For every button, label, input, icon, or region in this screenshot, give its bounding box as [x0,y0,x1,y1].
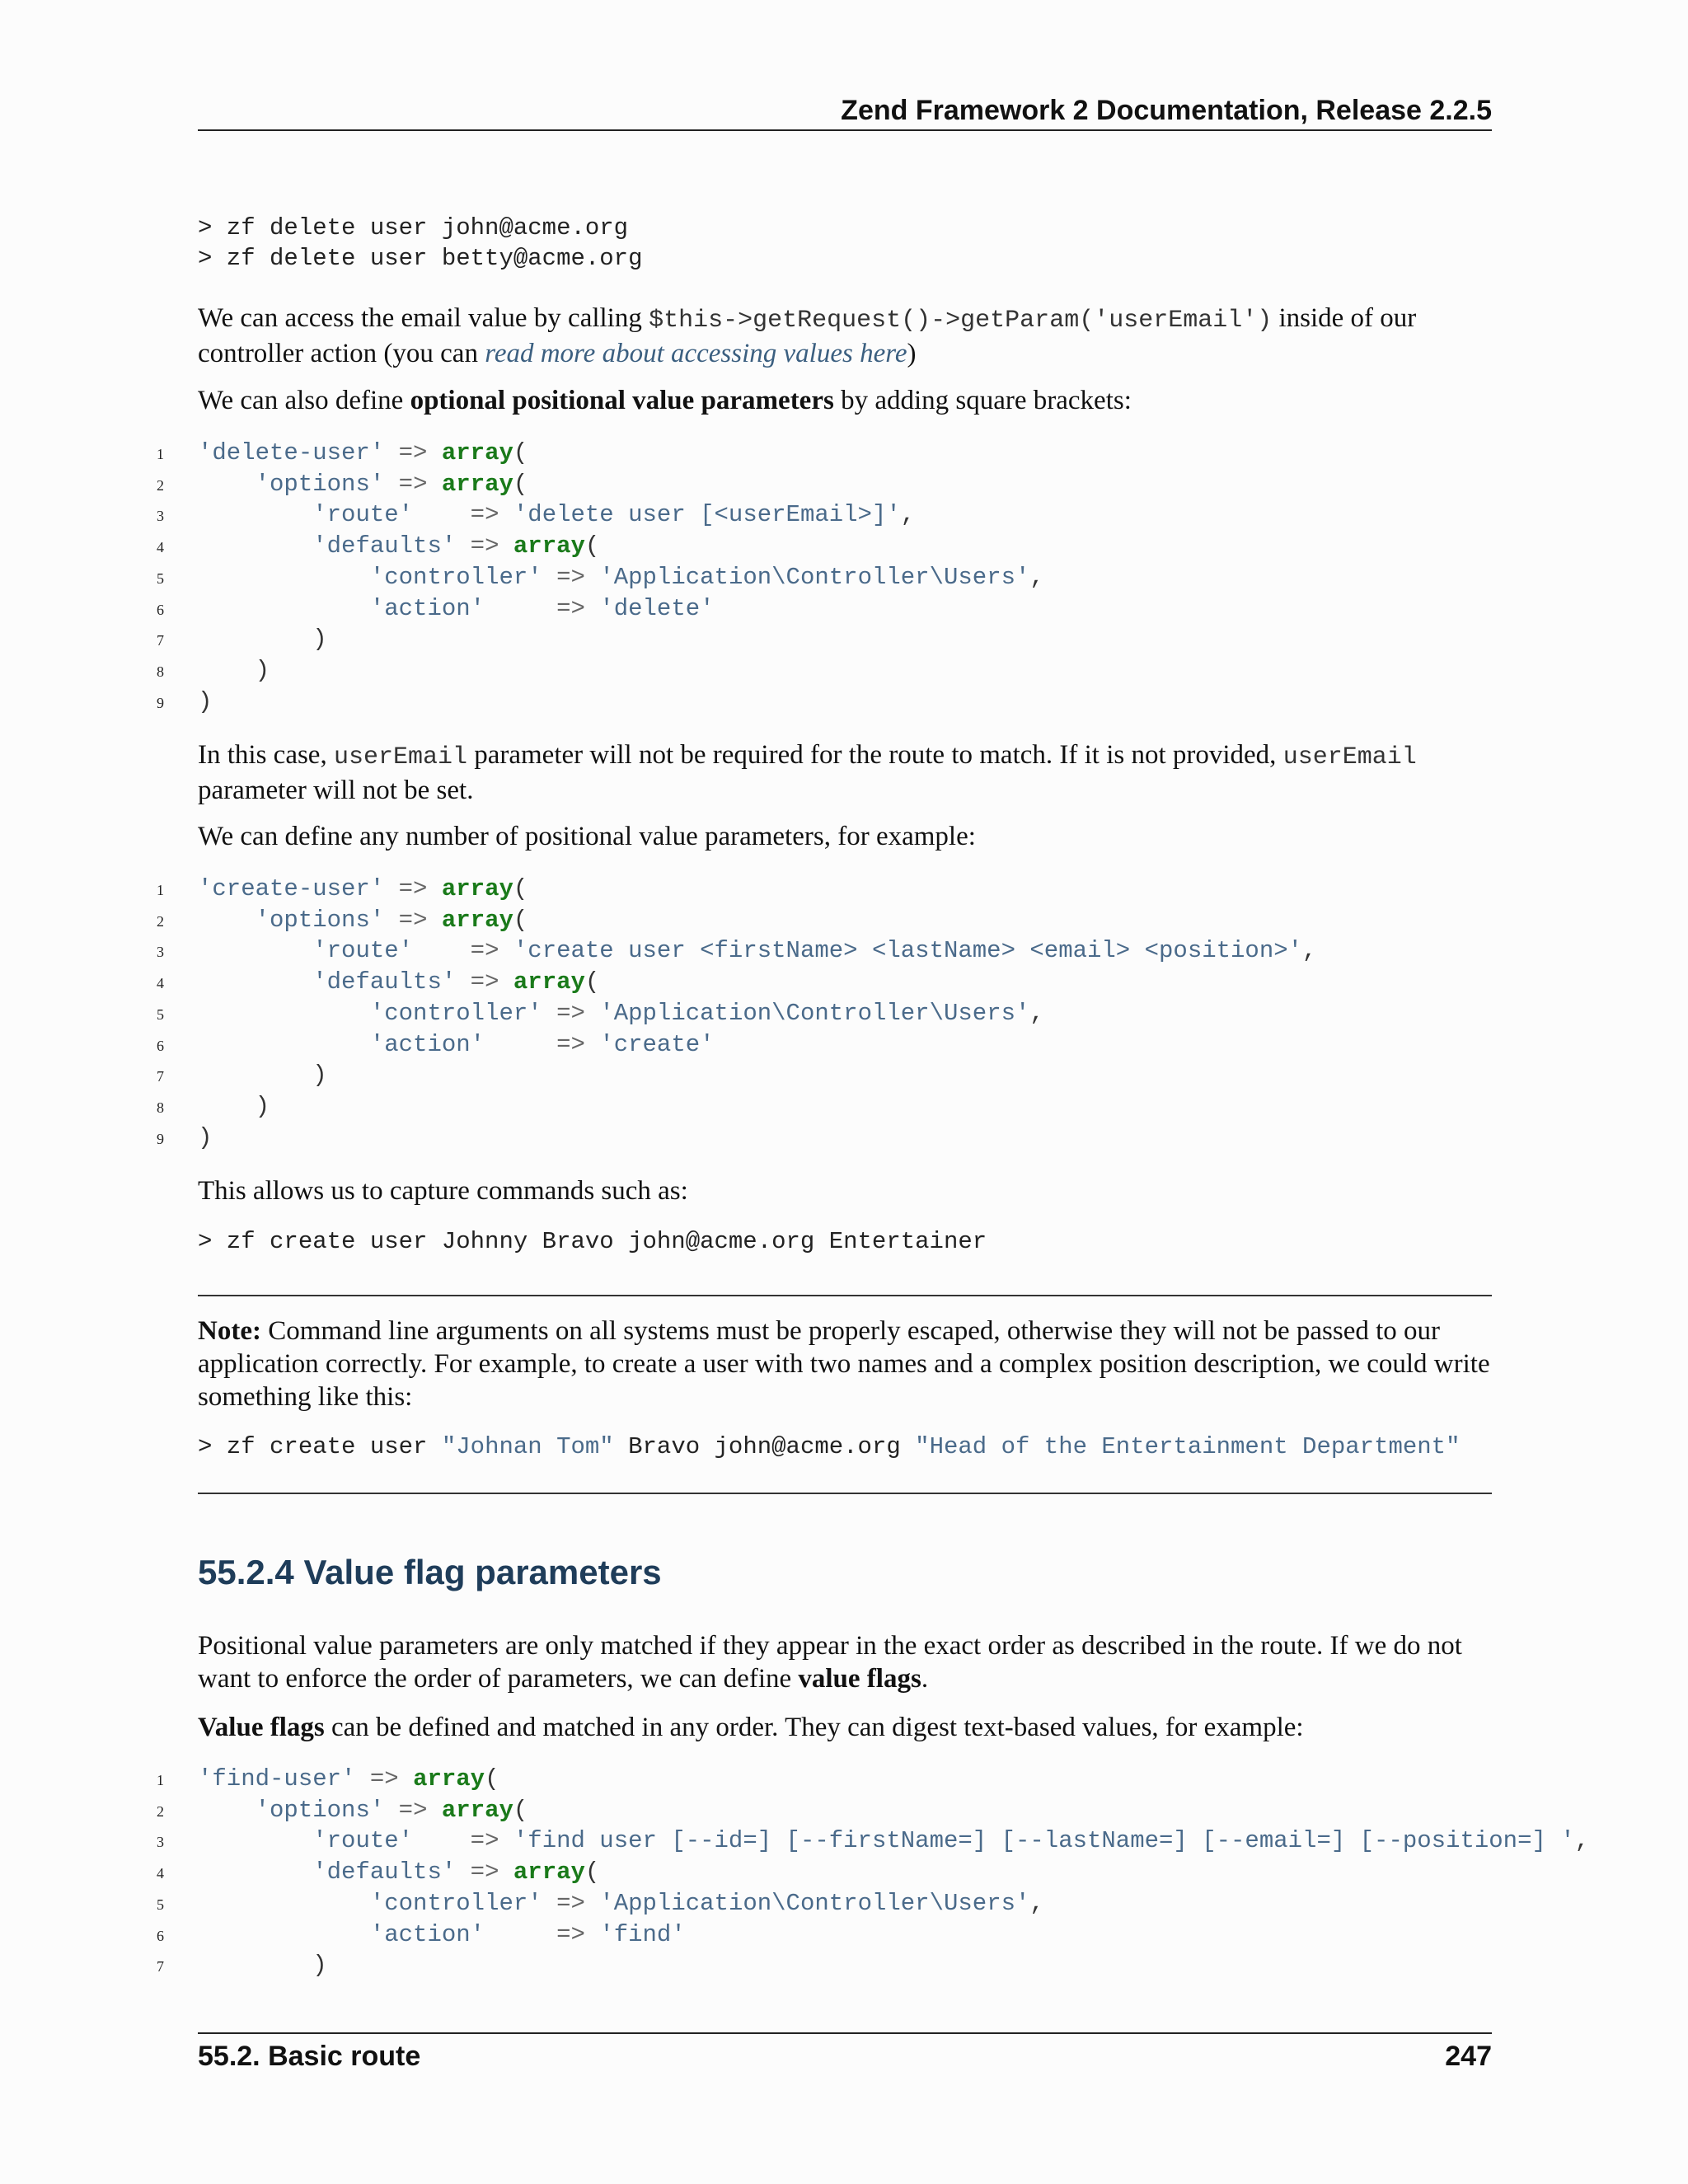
code-token: 'defaults' [312,1858,457,1886]
code-token: ( [513,906,528,934]
code-line [157,999,1316,1030]
line-number: 8 [157,1099,164,1116]
code-token: ( [513,875,528,902]
code-token: ) [198,1123,213,1151]
code-token: ) [312,1062,327,1090]
shell-block-2: > zf create user Johnny Bravo john@acme.org Entertainer [198,1228,987,1255]
line-number: 2 [157,912,164,930]
code-token: 'find' [599,1920,686,1948]
code-token: => [384,1796,442,1824]
code-token: ( [584,1858,600,1886]
line-number: 9 [157,694,164,711]
code-token: 'create-user' [198,875,385,902]
line-number: 2 [157,1802,164,1820]
code-token: array [441,470,513,498]
code-token: 'action' [369,594,485,622]
code-token: => [384,439,442,466]
code-token: ) [255,656,270,684]
paragraph-positional-order [198,1629,1492,1695]
page-number: 247 [1445,2041,1492,2072]
code-token: => [413,1827,513,1855]
code-block-find-user [157,1765,1589,1982]
code-token: 'Application\Controller\Users' [599,563,1030,591]
code-token: 'create' [599,1030,715,1058]
code-token: 'defaults' [312,532,457,560]
text: Bravo john@acme.org [613,1433,916,1460]
code-token: 'controller' [369,1889,542,1917]
line-number: 5 [157,569,164,587]
paragraph-capture-commands: This allows us to capture commands such as: [198,1176,688,1206]
code-token: 'controller' [369,563,542,591]
code-line [157,1826,1589,1858]
code-token: 'route' [312,1827,414,1855]
code-token: ) [312,1952,327,1980]
code-line [157,656,1044,687]
text: > zf create user [198,1433,442,1460]
inline-code: userEmail [333,743,467,771]
line-number: 6 [157,1037,164,1054]
code-token: array [413,1765,485,1793]
line-number: 6 [157,601,164,618]
code-token: ( [513,470,528,498]
header-rule [198,129,1492,131]
code-token: => [355,1765,414,1793]
code-token: , [1029,999,1044,1027]
code-line [157,1920,1589,1952]
line-number: 8 [157,663,164,680]
code-token: => [413,501,513,529]
code-token: , [1574,1827,1590,1855]
code-token: 'create user <firstName> <lastName> <email> <position>' [513,937,1303,965]
paragraph-value-flags [198,1711,1492,1744]
code-token: , [1029,563,1044,591]
text: parameter will not be required for the route to match. If it is not provided, [467,740,1283,770]
bold-term: optional positional value parameters [410,386,834,415]
code-token: ) [255,1092,270,1120]
code-token: array [513,1858,585,1886]
shell-block-1 [198,213,643,274]
code-token: array [441,439,513,466]
code-token: => [456,968,513,996]
line-number: 1 [157,446,164,462]
code-token: 'controller' [369,999,542,1027]
line-number: 3 [157,1834,164,1851]
text: Command line arguments on all systems must be properly escaped, otherwise they will not be passed to our [260,1316,1441,1346]
code-token: 'action' [369,1920,485,1948]
footer-rule [198,2032,1492,2034]
code-token: => [485,1030,600,1058]
code-token: array [441,906,513,934]
code-token: ( [584,532,600,560]
text: want to enforce the order of parameters, we can define [198,1664,799,1694]
code-token: => [384,875,442,902]
code-line [157,1092,1316,1123]
code-token: array [513,532,585,560]
shell-line: > zf delete user john@acme.org [198,214,629,241]
note-bottom-rule [198,1493,1492,1494]
text: We can access the email value by calling [198,303,649,333]
line-number: 4 [157,975,164,992]
code-line [157,438,1044,470]
paragraph-optional-params [198,384,1492,417]
text: by adding square brackets: [833,386,1132,415]
code-token: => [384,470,442,498]
code-line [157,874,1316,906]
code-line [157,532,1044,563]
code-line [157,1061,1316,1092]
footer-section: 55.2. Basic route [198,2041,421,2072]
inline-code: userEmail [1282,743,1417,771]
paragraph-access-email [198,302,1492,370]
code-token: => [542,999,600,1027]
code-token: , [900,501,916,529]
line-number: 6 [157,1927,164,1944]
bold-term: Value flags [198,1713,325,1742]
code-block-delete-user [157,438,1044,718]
code-line [157,563,1044,594]
code-block-create-user [157,874,1316,1154]
text: We can also define [198,386,410,415]
code-line [157,594,1044,626]
note-box [198,1315,1492,1413]
text: something like this: [198,1382,413,1412]
code-token: => [542,563,600,591]
code-token: ( [584,968,600,996]
line-number: 4 [157,539,164,556]
code-token: 'Application\Controller\Users' [599,1889,1030,1917]
code-token: 'Application\Controller\Users' [599,999,1030,1027]
code-line [157,687,1044,719]
code-line [157,1030,1316,1062]
code-line [157,470,1044,501]
section-heading: 55.2.4 Value flag parameters [198,1553,662,1591]
code-token: 'defaults' [312,968,457,996]
code-line [157,1951,1589,1982]
text: inside of our [1272,303,1417,333]
line-number: 3 [157,944,164,961]
code-line [157,1123,1316,1155]
code-token: 'route' [312,937,414,965]
code-token: => [456,1858,513,1886]
text: Positional value parameters are only matched if they appear in the exact order as described in the route. If we do not [198,1631,1462,1661]
text: In this case, [198,740,334,770]
code-line [157,1858,1589,1889]
line-number: 7 [157,1958,164,1975]
code-token: 'options' [255,906,385,934]
code-token: 'options' [255,1796,385,1824]
code-token: 'delete-user' [198,439,385,466]
code-line [157,1765,1589,1796]
string: "Johnan Tom" [441,1433,614,1460]
note-top-rule [198,1295,1492,1296]
code-token: 'route' [312,501,414,529]
code-token: array [441,1796,513,1824]
page-footer [198,2041,1492,2073]
code-token: 'action' [369,1030,485,1058]
line-number: 1 [157,1772,164,1788]
code-line [157,968,1316,999]
code-token: 'delete' [599,594,715,622]
code-token: => [485,1920,600,1948]
bold-term: value flags [798,1664,921,1694]
code-token: ( [485,1765,499,1793]
line-number: 4 [157,1865,164,1882]
paragraph-user-email-optional [198,738,1492,807]
line-number: 1 [157,882,164,898]
code-line [157,906,1316,937]
line-number: 5 [157,1005,164,1023]
code-token: array [441,875,513,902]
code-token: 'options' [255,470,385,498]
text: controller action (you can [198,339,485,368]
line-number: 2 [157,476,164,494]
code-token: array [513,968,585,996]
text: can be defined and matched in any order. They can digest text-based values, for example: [324,1713,1304,1742]
shell-line: > zf delete user betty@acme.org [198,245,643,272]
code-token: ) [312,626,327,654]
line-number: 7 [157,632,164,649]
code-line [157,1796,1589,1827]
code-line [157,936,1316,968]
code-token: 'find-user' [198,1765,356,1793]
paragraph-any-number: We can define any number of positional value parameters, for example: [198,822,976,851]
code-token: ( [513,1796,528,1824]
code-token: => [413,937,513,965]
text: . [921,1664,929,1694]
text: ) [907,339,917,368]
code-token: => [542,1889,600,1917]
code-token: => [384,906,442,934]
code-line [157,625,1044,656]
code-token: 'find user [--id=] [--firstName=] [--lastName=] [--email=] [--position=] ' [513,1827,1575,1855]
code-token: => [456,532,513,560]
code-token: => [485,594,600,622]
string: "Head of the Entertainment Department" [915,1433,1461,1460]
text: parameter will not be set. [198,776,474,805]
code-line [157,500,1044,532]
code-token: ( [513,439,528,466]
text: application correctly. For example, to create a user with two names and a complex position description, we could write [198,1349,1490,1379]
inline-code: $this->getRequest()->getParam('userEmail') [649,307,1273,335]
code-token: , [1029,1889,1044,1917]
line-number: 7 [157,1068,164,1085]
note-label: Note: [198,1316,261,1346]
note-command [198,1432,1460,1462]
code-token: 'delete user [<userEmail>]' [513,501,901,529]
code-line [157,1889,1589,1920]
code-token: ) [198,687,213,715]
line-number: 3 [157,508,164,525]
line-number: 5 [157,1896,164,1913]
code-token: , [1302,937,1317,965]
line-number: 9 [157,1130,164,1147]
link-accessing-values[interactable]: read more about accessing values here [485,339,907,368]
page-header-title: Zend Framework 2 Documentation, Release 2.2.5 [841,95,1492,126]
